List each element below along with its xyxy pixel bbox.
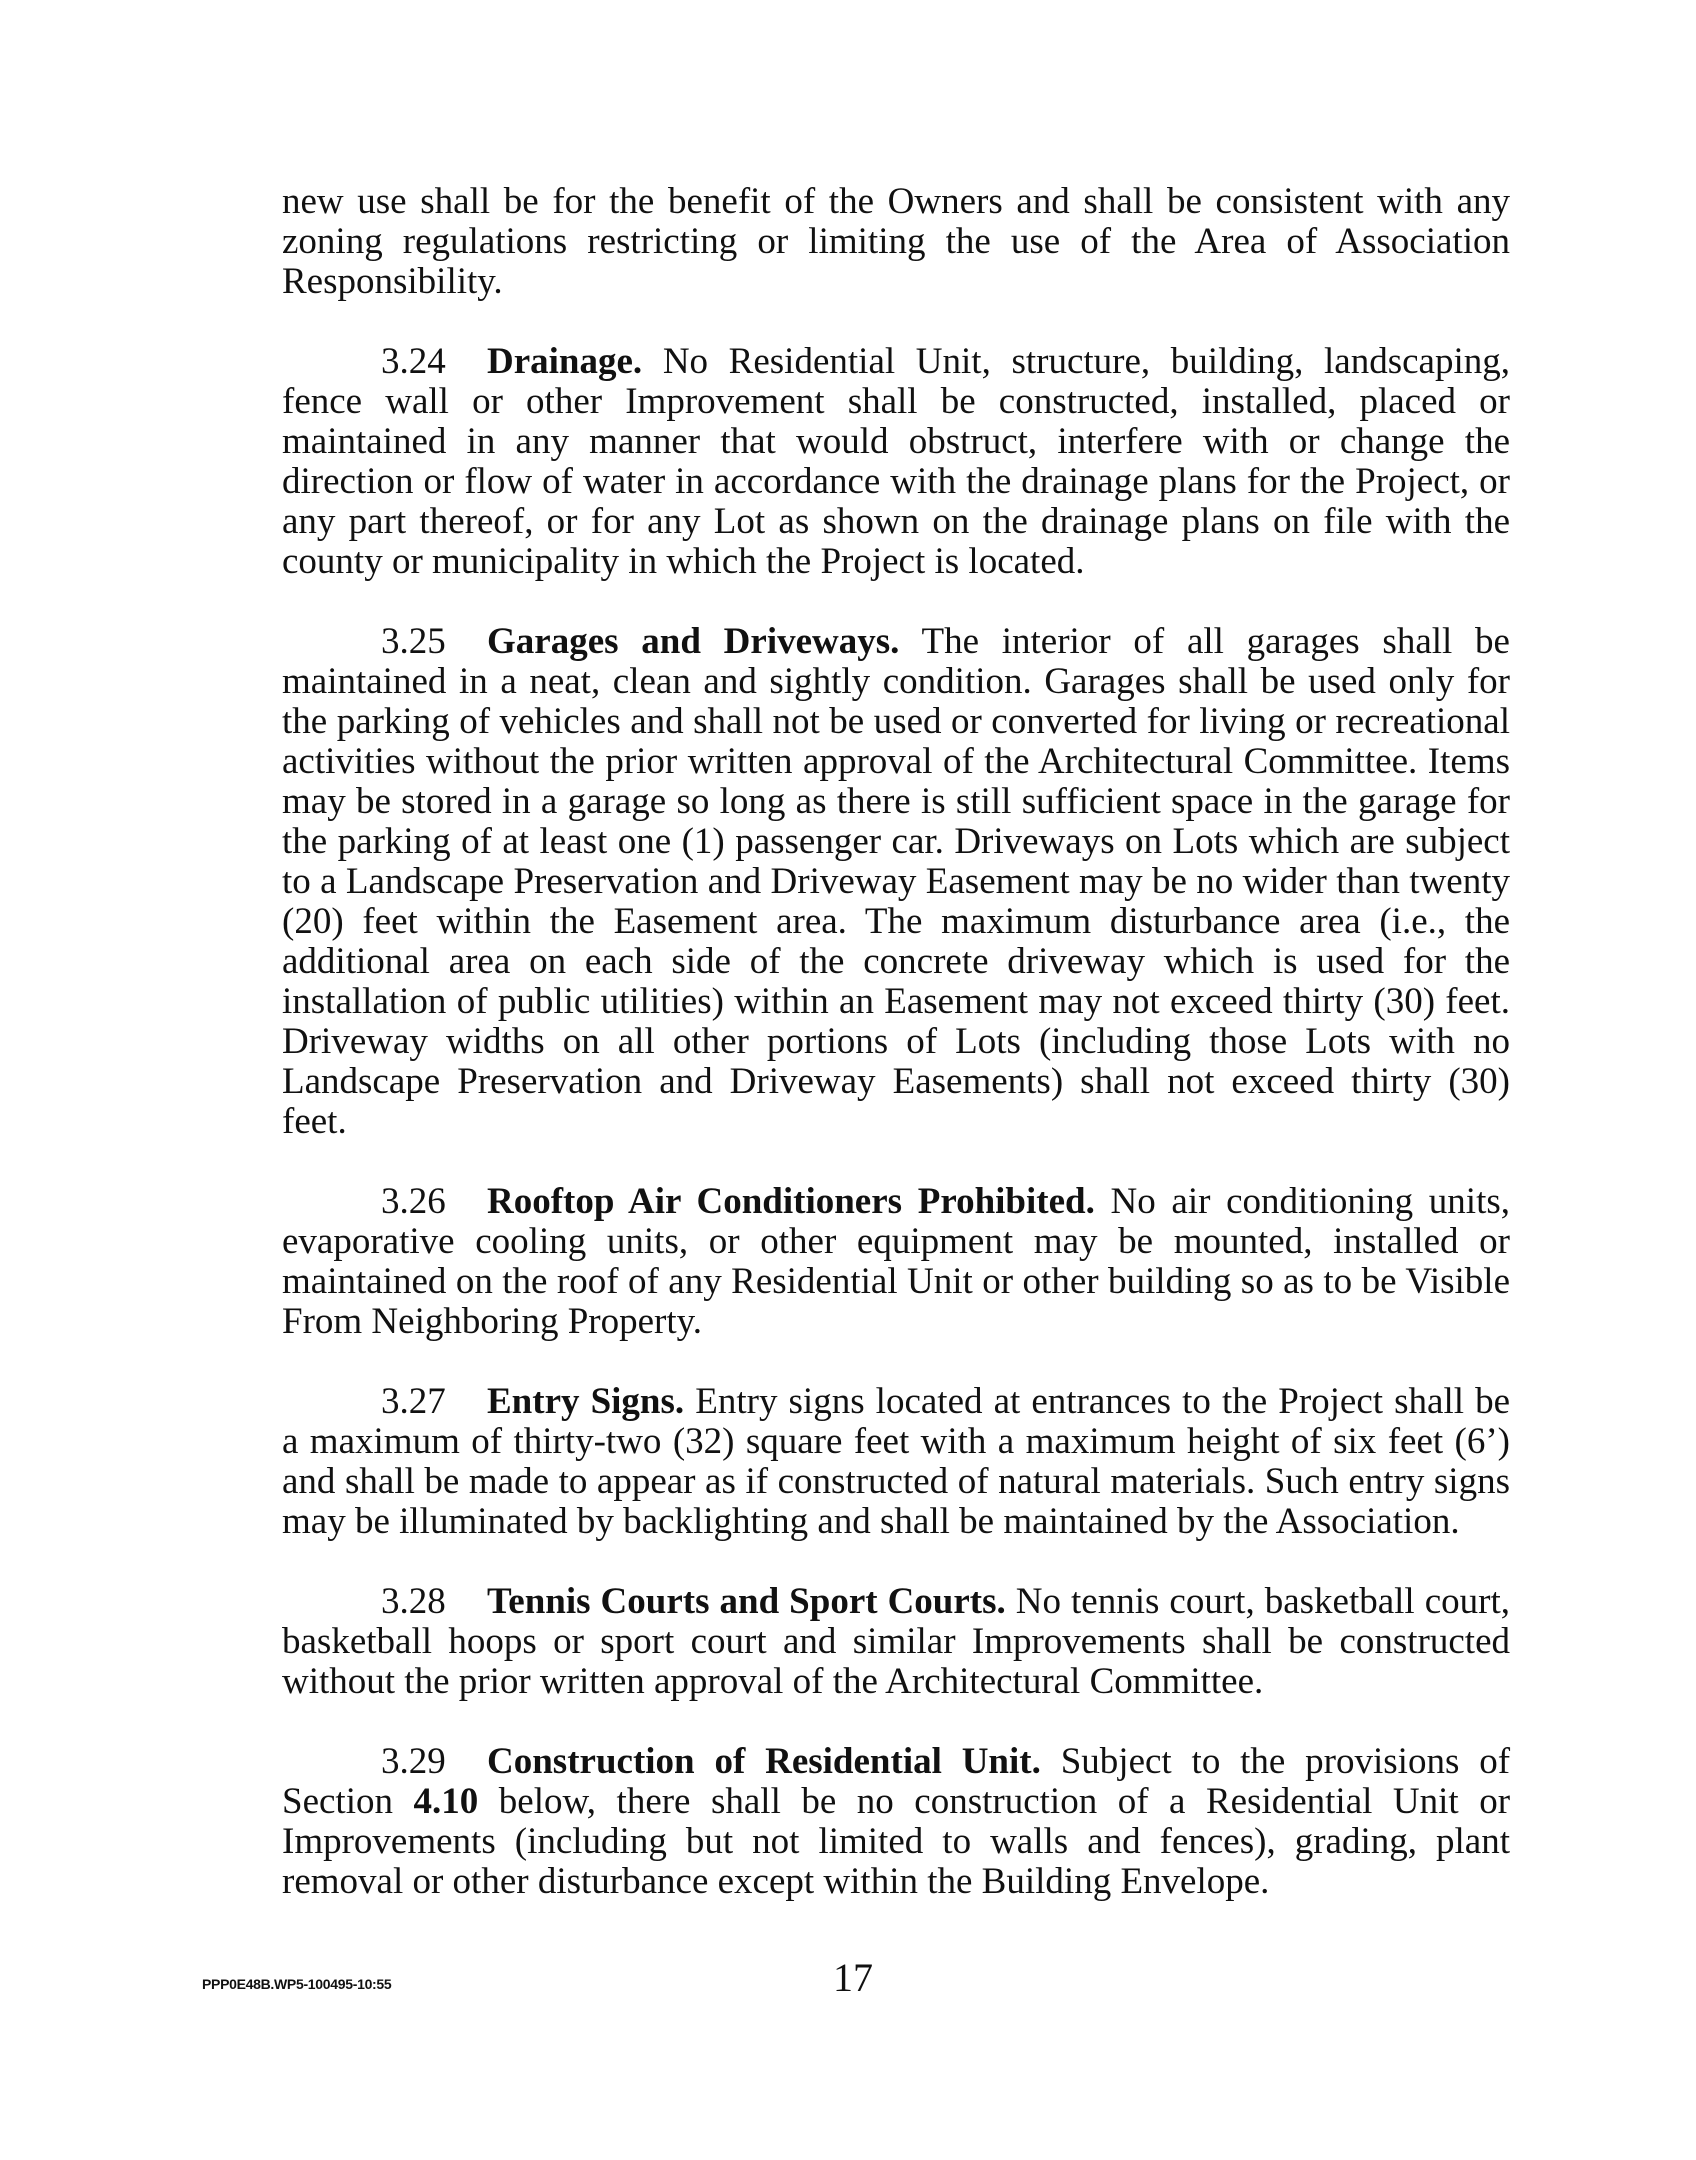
- section-reference: 4.10: [413, 1781, 479, 1822]
- continuation-paragraph: new use shall be for the benefit of the Owners and shall be consistent with any zoning regulations restricting or limiting the use of the Area of Association Responsibility.: [282, 181, 1510, 302]
- section-number: 3.28: [381, 1581, 446, 1622]
- page-number: 17: [833, 1955, 873, 2000]
- section-heading: Drainage.: [487, 341, 643, 382]
- section-text-before: Subject to the provisions of Section: [282, 1741, 1511, 1822]
- section-number: 3.27: [381, 1381, 446, 1422]
- section-heading: Rooftop Air Conditioners Prohibited.: [487, 1181, 1095, 1222]
- section-3-29: [282, 1742, 1510, 1902]
- section-text: No tennis court, basketball court, basketball hoops or sport court and similar Improvements shall be constructed without the prior written approval of the Architectural Committee.: [282, 1581, 1510, 1702]
- section-3-24: [282, 342, 1510, 582]
- section-heading: Construction of Residential Unit.: [487, 1741, 1041, 1782]
- section-3-25: [282, 622, 1510, 1142]
- section-number: 3.25: [381, 621, 446, 662]
- section-text: Entry signs located at entrances to the Project shall be a maximum of thirty-two (32) square feet with a maximum height of six feet (6’) and shall be made to appear as if constructed of natural materials. Such entry signs may be illuminated by backlighting and shall be maintained by the Association.: [282, 1381, 1511, 1542]
- section-number: 3.26: [381, 1181, 446, 1222]
- footer-file-code: PPP0E48B.WP5-100495-10:55: [202, 1976, 392, 1992]
- section-heading: Entry Signs.: [487, 1381, 685, 1422]
- section-number: 3.29: [381, 1741, 446, 1782]
- section-text: No Residential Unit, structure, building, landscaping, fence wall or other Improvement shall be constructed, installed, placed or maintained in any manner that would obstruct, interfere with or change the direction or flow of water in accordance with the drainage plans for the Project, or any part thereof, or for any Lot as shown on the drainage plans on file with the county or municipality in which the Project is located.: [282, 341, 1510, 582]
- section-heading: Tennis Courts and Sport Courts.: [487, 1581, 1006, 1622]
- section-text-after: below, there shall be no construction of a Residential Unit or Improvements (including but not limited to walls and fences), grading, plant removal or other disturbance except within the Building Envelope.: [282, 1781, 1511, 1902]
- section-3-27: [282, 1382, 1510, 1542]
- section-text: No air conditioning units, evaporative cooling units, or other equipment may be mounted, installed or maintained on the roof of any Residential Unit or other building so as to be Visible From Neighboring Property.: [282, 1181, 1511, 1342]
- section-3-28: [282, 1582, 1510, 1702]
- section-text: The interior of all garages shall be maintained in a neat, clean and sightly condition. Garages shall be used only for the parking of vehicles and shall not be used or converted for living or recreational activities without the prior written approval of the Architectural Committee. Items may be stored in a garage so long as there is still sufficient space in the garage for the parking of at least one (1) passenger car. Driveways on Lots which are subject to a Landscape Preservation and Driveway Easement may be no wider than twenty (20) feet within the Easement area. The maximum disturbance area (i.e., the additional area on each side of the concrete driveway which is used for the installation of public utilities) within an Easement may not exceed thirty (30) feet. Driveway widths on all other portions of Lots (including those Lots with no Landscape Preservation and Driveway Easements) shall not exceed thirty (30) feet.: [282, 621, 1510, 1142]
- document-body: [282, 182, 1510, 1942]
- section-3-26: [282, 1182, 1510, 1342]
- section-number: 3.24: [381, 341, 446, 382]
- section-heading: Garages and Driveways.: [487, 621, 900, 662]
